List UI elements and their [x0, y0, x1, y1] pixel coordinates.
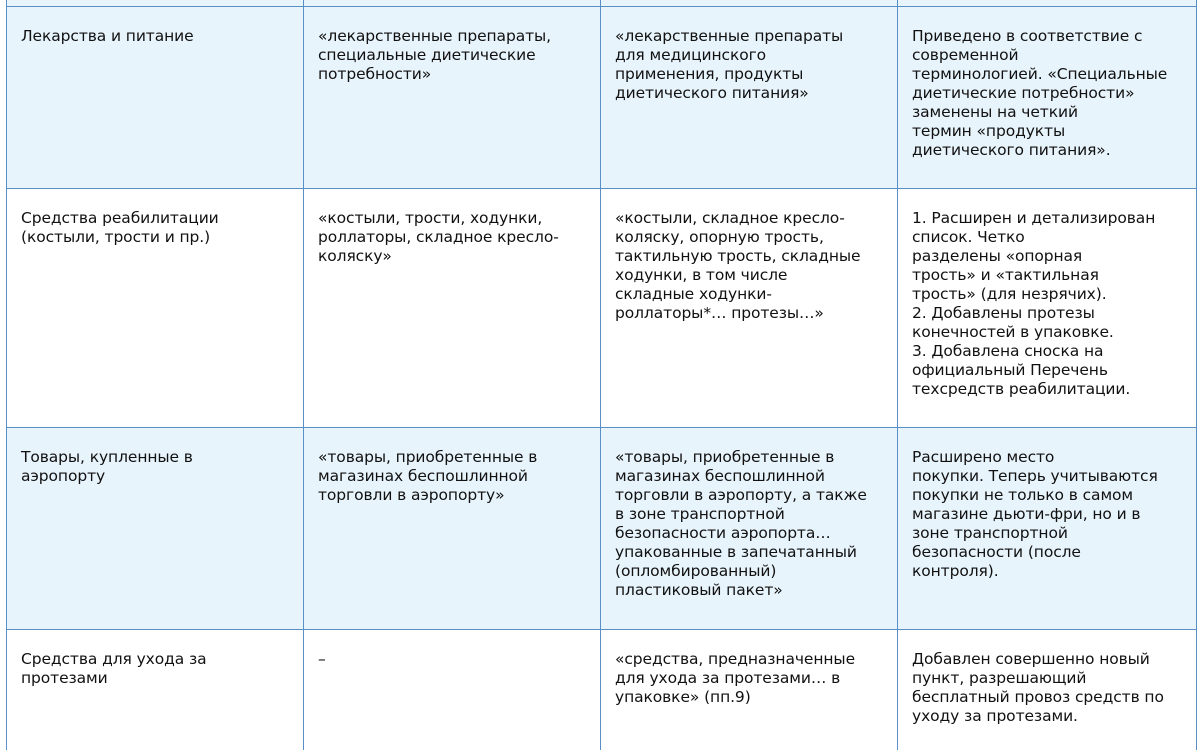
table-row — [7, 630, 1197, 750]
category-cell: Средства реабилитации (костыли, трости и пр.) — [7, 189, 304, 428]
new-wording-cell: «товары, приобретенные в магазинах беспошлинной торговли в аэропорту, а также в зоне транспортной безопасности аэропорта… упакованные в запечатанный (опломбированный) пластиковый пакет» — [601, 428, 898, 630]
new-wording-cell: «костыли, складное кресло- коляску, опорную трость, тактильную трость, складные ходунки, в том числе складные ходунки- роллаторы*… протезы…» — [601, 189, 898, 428]
old-wording-cell: «лекарственные препараты, специальные диетические потребности» — [304, 7, 601, 189]
category-cell: Средства для ухода за протезами — [7, 630, 304, 750]
old-wording-cell: «костыли, трости, ходунки, роллаторы, складное кресло- коляску» — [304, 189, 601, 428]
table-row — [7, 428, 1197, 630]
new-wording-cell: «лекарственные препараты для медицинского применения, продукты диетического питания» — [601, 7, 898, 189]
comment-cell: 1. Расширен и детализирован список. Четко разделены «опорная трость» и «тактильная трость» (для незрячих). 2. Добавлены протезы конечностей в упаковке. 3. Добавлена сноска на официальный Перечень техсредств реабилитации. — [898, 189, 1197, 428]
table-row — [7, 7, 1197, 189]
table-row — [7, 189, 1197, 428]
comment-cell: Приведено в соответствие с современной терминологией. «Специальные диетические потребности» заменены на четкий термин «продукты диетического питания». — [898, 7, 1197, 189]
comment-cell: Расширено место покупки. Теперь учитываются покупки не только в самом магазине дьюти-фри, но и в зоне транспортной безопасности (после контроля). — [898, 428, 1197, 630]
old-wording-cell: «товары, приобретенные в магазинах беспошлинной торговли в аэропорту» — [304, 428, 601, 630]
category-cell: Лекарства и питание — [7, 7, 304, 189]
old-wording-cell: – — [304, 630, 601, 750]
new-wording-cell: «средства, предназначенные для ухода за протезами… в упаковке» (пп.9) — [601, 630, 898, 750]
comparison-table — [6, 0, 1197, 750]
category-cell: Товары, купленные в аэропорту — [7, 428, 304, 630]
comment-cell: Добавлен совершенно новый пункт, разрешающий бесплатный провоз средств по уходу за протезами. — [898, 630, 1197, 750]
